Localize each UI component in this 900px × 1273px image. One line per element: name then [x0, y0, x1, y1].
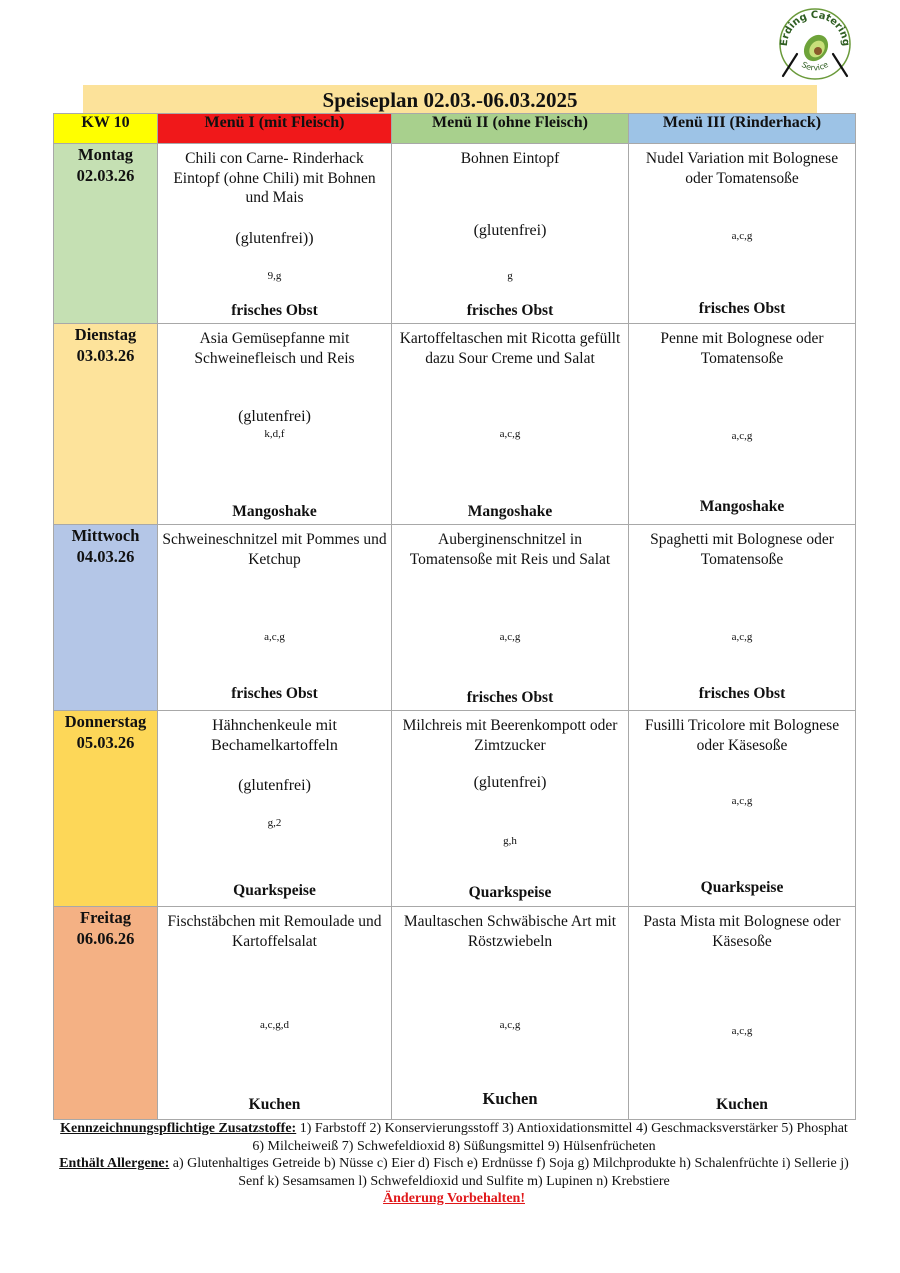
- menu-cell: [392, 525, 629, 711]
- allergen-codes: a,c,g: [499, 428, 521, 440]
- day-name: Montag: [78, 145, 133, 164]
- dessert: Kuchen: [248, 1096, 301, 1113]
- dish-text: Pasta Mista mit Bolognese oder Käsesoße: [643, 913, 841, 950]
- dish-text: Auberginenschnitzel in Tomatensoße mit Reis und Salat: [409, 531, 611, 568]
- dish-text: Kartoffeltaschen mit Ricotta gefüllt dazu Sour Creme und Salat: [399, 330, 621, 367]
- allergen-codes: a,c,g: [731, 631, 753, 643]
- logo-text-bottom: Service: [800, 59, 830, 73]
- dessert: frisches Obst: [466, 689, 554, 706]
- menu-cell: [392, 907, 629, 1120]
- glutenfree-note: (glutenfrei)): [235, 230, 314, 247]
- day-date: 04.03.26: [76, 547, 135, 566]
- dessert: frisches Obst: [466, 302, 554, 319]
- dish-text: Fischstäbchen mit Remoulade und Kartoffelsalat: [167, 913, 382, 950]
- day-date: 03.03.26: [76, 346, 135, 365]
- day-row-montag: [54, 144, 856, 324]
- menu-cell: [629, 907, 856, 1120]
- dish-text: Milchreis mit Beerenkompott oder Zimtzucker: [402, 717, 618, 754]
- day-name: Mittwoch: [71, 526, 140, 545]
- dessert: frisches Obst: [698, 300, 786, 317]
- allergens-label: Enthält Allergene:: [59, 1156, 170, 1171]
- allergen-codes: a,c,g: [499, 631, 521, 643]
- dessert: frisches Obst: [698, 685, 786, 702]
- dish-text: Maultaschen Schwäbische Art mit Röstzwiebeln: [403, 913, 617, 950]
- menu-cell: [158, 324, 392, 525]
- menu1-header: Menü I (mit Fleisch): [158, 114, 392, 144]
- day-date: 02.03.26: [76, 166, 135, 185]
- additives-legend: [53, 1120, 855, 1155]
- allergen-codes: g,2: [267, 817, 282, 829]
- allergens-text: a) Glutenhaltiges Getreide b) Nüsse c) Eier d) Fisch e) Erdnüsse f) Soja g) Milchprodukte h) Schalenfrüchte i) Sellerie j) Senf k) Sesamsamen l) Schwefeldioxid und Sulfite m) Lupinen n) Krebstiere: [169, 1156, 849, 1189]
- table-header: [54, 114, 856, 144]
- allergen-codes: a,c,g: [731, 230, 753, 242]
- additives-label: Kennzeichnungspflichtige Zusatzstoffe:: [60, 1121, 297, 1136]
- glutenfree-note: (glutenfrei): [473, 222, 547, 239]
- glutenfree-note: (glutenfrei): [238, 777, 311, 794]
- menu-cell: [629, 324, 856, 525]
- dish-text: Hähnchenkeule mit Bechamelkartoffeln: [211, 717, 338, 754]
- allergen-codes: a,c,g: [731, 795, 753, 807]
- dessert: Quarkspeise: [233, 882, 316, 899]
- allergen-codes: a,c,g,d: [259, 1019, 289, 1031]
- dessert: Kuchen: [482, 1089, 538, 1108]
- menu-cell: [392, 711, 629, 907]
- menu-cell: [629, 144, 856, 324]
- allergen-codes: g,h: [503, 835, 517, 847]
- dessert: Kuchen: [716, 1096, 768, 1113]
- day-row-freitag: [54, 907, 856, 1120]
- dish-text: Spaghetti mit Bolognese oder Tomatensoße: [650, 531, 834, 568]
- week-header: KW 10: [54, 114, 158, 144]
- day-label: [54, 711, 158, 907]
- allergen-codes: a,c,g: [499, 1019, 521, 1031]
- allergen-codes: a,c,g: [264, 631, 285, 643]
- menu-cell: [158, 144, 392, 324]
- menu-cell: [629, 525, 856, 711]
- dish-text: Schweineschnitzel mit Pommes und Ketchup: [162, 531, 387, 568]
- dessert: Mangoshake: [467, 503, 553, 520]
- allergen-codes: a,c,g: [731, 1025, 753, 1037]
- glutenfree-note: (glutenfrei): [473, 774, 547, 791]
- menu-cell: [158, 525, 392, 711]
- menu-cell: [392, 324, 629, 525]
- dish-text: Penne mit Bolognese oder Tomatensoße: [660, 330, 824, 367]
- menu-cell: [392, 144, 629, 324]
- day-label: [54, 525, 158, 711]
- dish-text: Asia Gemüsepfanne mit Schweinefleisch und Reis: [194, 330, 355, 367]
- allergen-codes: g: [507, 270, 513, 282]
- dessert: Quarkspeise: [700, 879, 784, 896]
- dessert: Quarkspeise: [468, 884, 552, 901]
- dessert: frisches Obst: [231, 685, 318, 702]
- menu-cell: [158, 907, 392, 1120]
- dessert: Mangoshake: [699, 498, 785, 515]
- day-row-dienstag: [54, 324, 856, 525]
- day-row-mittwoch: [54, 525, 856, 711]
- day-date: 05.03.26: [76, 733, 135, 752]
- additives-text: 1) Farbstoff 2) Konservierungsstoff 3) Antioxidationsmittel 4) Geschmacksverstärker 5) Phosphat 6) Milcheiweiß 7) Schwefeldioxid 8) Süßungsmittel 9) Hülsenfrücheten: [252, 1121, 848, 1154]
- day-label: [54, 907, 158, 1120]
- day-date: 06.06.26: [76, 929, 135, 948]
- dish-text: Chili con Carne- Rinderhack Eintopf (ohne Chili) mit Bohnen und Mais: [173, 150, 376, 206]
- avocado-icon: [799, 30, 833, 66]
- menu-cell: [158, 711, 392, 907]
- catering-logo: [775, 4, 855, 84]
- allergens-legend: [53, 1155, 855, 1190]
- day-label: [54, 324, 158, 525]
- dessert: frisches Obst: [231, 302, 318, 319]
- dessert: Mangoshake: [232, 503, 317, 520]
- menu-title: Speiseplan 02.03.-06.03.2025: [83, 85, 817, 113]
- svg-text:Service: [800, 60, 830, 73]
- day-name: Freitag: [79, 908, 131, 927]
- menu3-header: Menü III (Rinderhack): [629, 114, 856, 144]
- legend-footer: [53, 1120, 855, 1208]
- day-row-donnerstag: [54, 711, 856, 907]
- menu2-header: Menü II (ohne Fleisch): [392, 114, 629, 144]
- menu-cell: [629, 711, 856, 907]
- allergen-codes: a,c,g: [731, 430, 753, 442]
- dish-text: Fusilli Tricolore mit Bolognese oder Käsesoße: [644, 717, 840, 754]
- allergen-codes: 9,g: [267, 270, 282, 282]
- day-name: Dienstag: [74, 325, 137, 344]
- day-name: Donnerstag: [64, 712, 147, 731]
- dish-text: Nudel Variation mit Bolognese oder Tomatensoße: [645, 150, 839, 187]
- logo-text-top: Erding Catering: [778, 9, 852, 47]
- allergen-codes: k,d,f: [264, 428, 285, 440]
- menu-table: [53, 113, 856, 1120]
- glutenfree-note: (glutenfrei): [238, 408, 311, 425]
- change-warning: Änderung Vorbehalten!: [383, 1191, 525, 1206]
- dish-text: Bohnen Eintopf: [460, 150, 560, 167]
- day-label: [54, 144, 158, 324]
